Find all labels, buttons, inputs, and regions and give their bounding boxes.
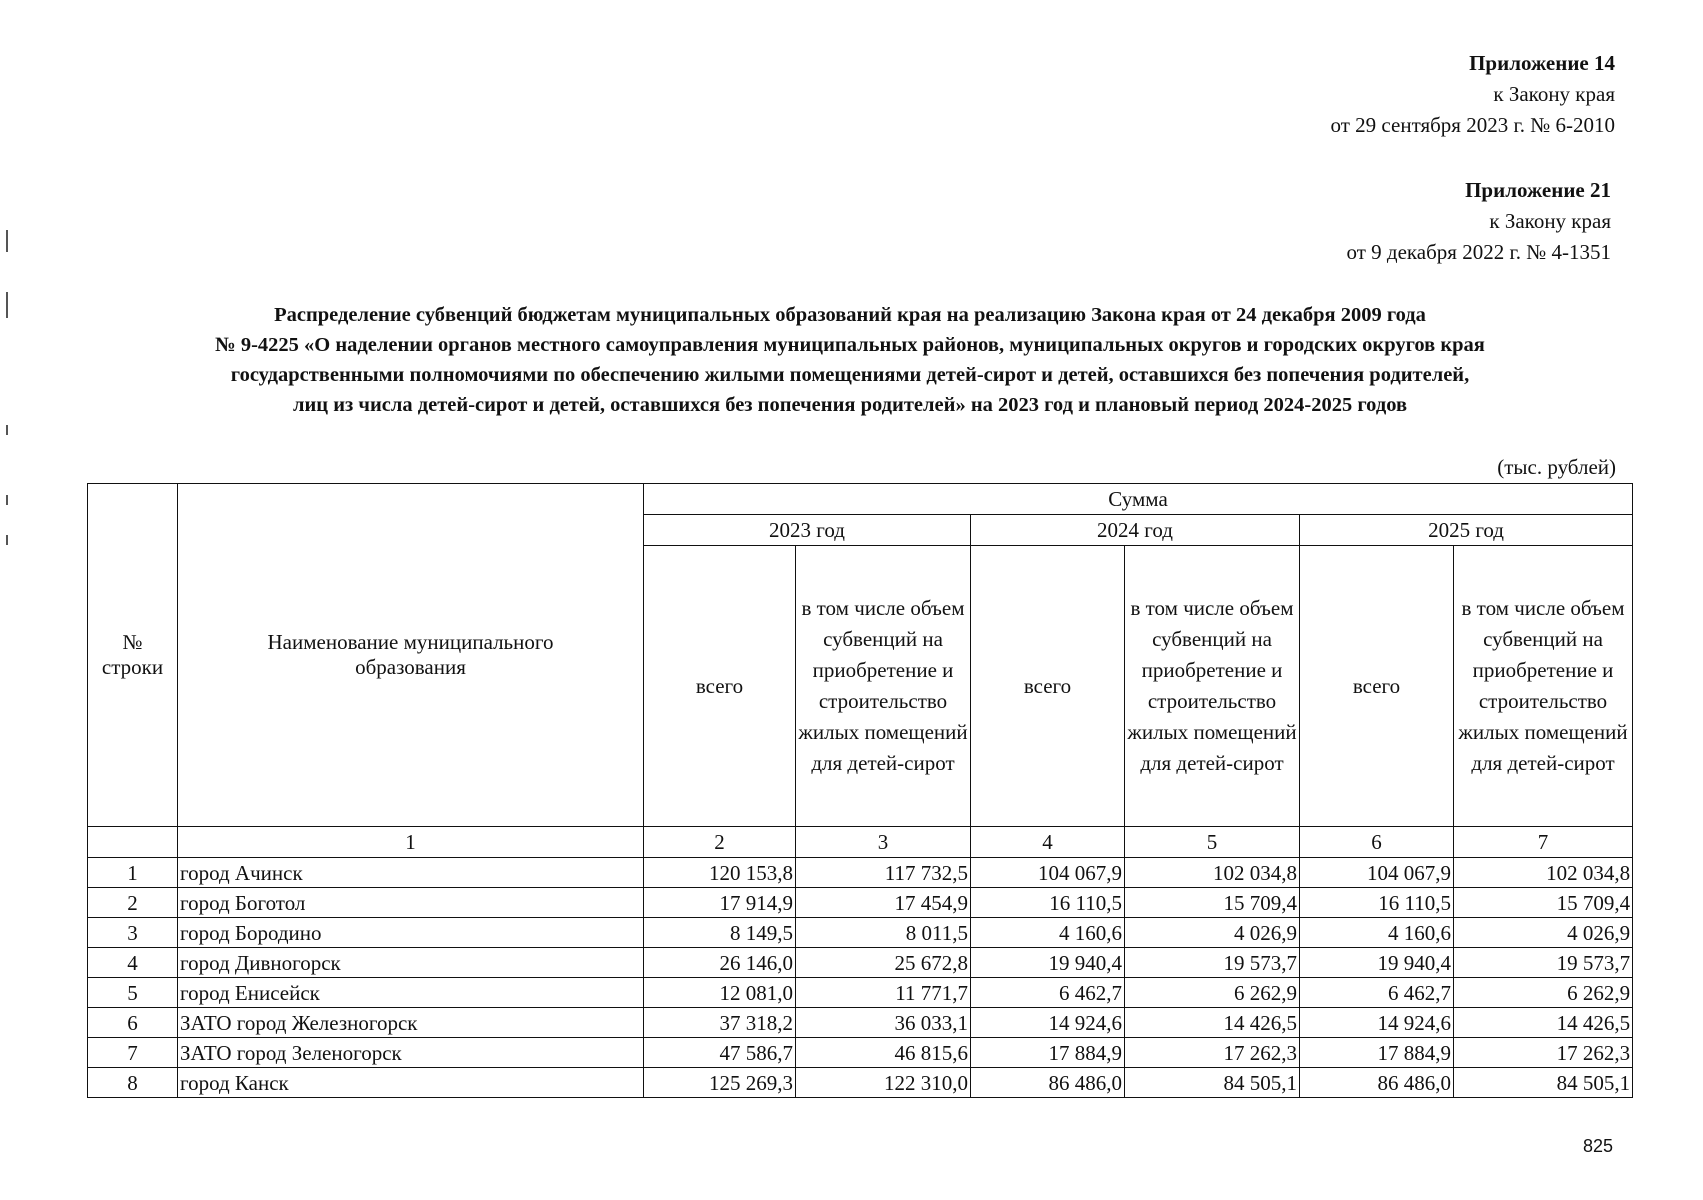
total-2023: 47 586,7 bbox=[644, 1038, 796, 1068]
title-line: Распределение субвенций бюджетам муниципальных образований края на реализацию Закона края от 24 декабря 2009 года bbox=[274, 304, 1426, 326]
scan-mark bbox=[6, 292, 8, 318]
row-number: 3 bbox=[88, 918, 178, 948]
total-2025: 16 110,5 bbox=[1300, 888, 1454, 918]
table-row bbox=[88, 858, 1633, 888]
header-including-2024: в том числе объем субвенций на приобретение и строительство жилых помещений для детей-сирот bbox=[1125, 546, 1300, 827]
municipality-name: ЗАТО город Зеленогорск bbox=[178, 1038, 644, 1068]
column-number bbox=[88, 827, 178, 858]
total-2025: 19 940,4 bbox=[1300, 948, 1454, 978]
total-2025: 6 462,7 bbox=[1300, 978, 1454, 1008]
row-number: 6 bbox=[88, 1008, 178, 1038]
municipality-name: город Бородино bbox=[178, 918, 644, 948]
header-year-2025: 2025 год bbox=[1300, 515, 1633, 546]
scan-mark bbox=[6, 230, 8, 252]
municipality-name: город Канск bbox=[178, 1068, 644, 1098]
header-total-2025: всего bbox=[1300, 546, 1454, 827]
including-2025: 102 034,8 bbox=[1454, 858, 1633, 888]
table-row bbox=[88, 948, 1633, 978]
row-number: 4 bbox=[88, 948, 178, 978]
including-2025: 19 573,7 bbox=[1454, 948, 1633, 978]
row-number: 1 bbox=[88, 858, 178, 888]
header-year-2023: 2023 год bbox=[644, 515, 971, 546]
header-row-no: № строки bbox=[88, 484, 178, 827]
table-row bbox=[88, 918, 1633, 948]
including-2023: 46 815,6 bbox=[796, 1038, 971, 1068]
appendix-21-header bbox=[1347, 175, 1611, 268]
header-name: Наименование муниципального образования bbox=[178, 484, 644, 827]
total-2024: 16 110,5 bbox=[971, 888, 1125, 918]
total-2024: 19 940,4 bbox=[971, 948, 1125, 978]
total-2023: 8 149,5 bbox=[644, 918, 796, 948]
table-body bbox=[88, 858, 1633, 1098]
including-2025: 84 505,1 bbox=[1454, 1068, 1633, 1098]
row-number: 5 bbox=[88, 978, 178, 1008]
total-2023: 26 146,0 bbox=[644, 948, 796, 978]
appendix-14-law: к Закону края bbox=[1493, 82, 1615, 106]
total-2023: 12 081,0 bbox=[644, 978, 796, 1008]
column-number: 6 bbox=[1300, 827, 1454, 858]
total-2025: 86 486,0 bbox=[1300, 1068, 1454, 1098]
municipality-name: город Боготол bbox=[178, 888, 644, 918]
total-2023: 125 269,3 bbox=[644, 1068, 796, 1098]
total-2024: 86 486,0 bbox=[971, 1068, 1125, 1098]
appendix-14-date: от 29 сентября 2023 г. № 6-2010 bbox=[1330, 113, 1615, 137]
including-2023: 36 033,1 bbox=[796, 1008, 971, 1038]
total-2023: 17 914,9 bbox=[644, 888, 796, 918]
row-number: 7 bbox=[88, 1038, 178, 1068]
appendix-14-header bbox=[1331, 48, 1615, 141]
including-2023: 8 011,5 bbox=[796, 918, 971, 948]
including-2024: 19 573,7 bbox=[1125, 948, 1300, 978]
header-year-2024: 2024 год bbox=[971, 515, 1300, 546]
including-2023: 17 454,9 bbox=[796, 888, 971, 918]
document-title bbox=[70, 300, 1630, 420]
total-2025: 4 160,6 bbox=[1300, 918, 1454, 948]
column-number: 1 bbox=[178, 827, 644, 858]
including-2023: 122 310,0 bbox=[796, 1068, 971, 1098]
total-2024: 14 924,6 bbox=[971, 1008, 1125, 1038]
header-sum: Сумма bbox=[644, 484, 1633, 515]
total-2024: 104 067,9 bbox=[971, 858, 1125, 888]
title-line: № 9-4225 «О наделении органов местного самоуправления муниципальных районов, муниципальных округов и городских округов края bbox=[215, 334, 1485, 356]
title-line: государственными полномочиями по обеспечению жилыми помещениями детей-сирот и детей, оставшихся без попечения родителей, bbox=[230, 364, 1470, 386]
header-total-2024: всего bbox=[971, 546, 1125, 827]
total-2024: 6 462,7 bbox=[971, 978, 1125, 1008]
including-2024: 102 034,8 bbox=[1125, 858, 1300, 888]
including-2024: 84 505,1 bbox=[1125, 1068, 1300, 1098]
including-2025: 14 426,5 bbox=[1454, 1008, 1633, 1038]
including-2023: 117 732,5 bbox=[796, 858, 971, 888]
title-line: лиц из числа детей-сирот и детей, оставшихся без попечения родителей» на 2023 год и плановый период 2024-2025 годов bbox=[292, 394, 1408, 416]
scan-mark bbox=[6, 425, 8, 435]
scan-mark bbox=[6, 495, 8, 505]
appendix-21-date: от 9 декабря 2022 г. № 4-1351 bbox=[1346, 240, 1611, 264]
header-total-2023: всего bbox=[644, 546, 796, 827]
row-number: 2 bbox=[88, 888, 178, 918]
scan-mark bbox=[6, 535, 8, 545]
column-number: 7 bbox=[1454, 827, 1633, 858]
column-number: 5 bbox=[1125, 827, 1300, 858]
total-2025: 14 924,6 bbox=[1300, 1008, 1454, 1038]
including-2025: 15 709,4 bbox=[1454, 888, 1633, 918]
header-including-2025: в том числе объем субвенций на приобретение и строительство жилых помещений для детей-сирот bbox=[1454, 546, 1633, 827]
appendix-21-law: к Закону края bbox=[1489, 209, 1611, 233]
appendix-14-title: Приложение 14 bbox=[1469, 51, 1615, 75]
including-2024: 14 426,5 bbox=[1125, 1008, 1300, 1038]
municipality-name: город Енисейск bbox=[178, 978, 644, 1008]
column-number: 4 bbox=[971, 827, 1125, 858]
total-2024: 4 160,6 bbox=[971, 918, 1125, 948]
including-2024: 6 262,9 bbox=[1125, 978, 1300, 1008]
table-row bbox=[88, 1008, 1633, 1038]
total-2023: 120 153,8 bbox=[644, 858, 796, 888]
total-2025: 17 884,9 bbox=[1300, 1038, 1454, 1068]
table-row bbox=[88, 1068, 1633, 1098]
column-number: 3 bbox=[796, 827, 971, 858]
total-2023: 37 318,2 bbox=[644, 1008, 796, 1038]
table-row bbox=[88, 1038, 1633, 1068]
table-row bbox=[88, 888, 1633, 918]
page-number: 825 bbox=[1582, 1136, 1613, 1156]
appendix-21-title: Приложение 21 bbox=[1465, 178, 1611, 202]
including-2024: 17 262,3 bbox=[1125, 1038, 1300, 1068]
including-2025: 17 262,3 bbox=[1454, 1038, 1633, 1068]
including-2025: 6 262,9 bbox=[1454, 978, 1633, 1008]
municipality-name: город Дивногорск bbox=[178, 948, 644, 978]
column-number: 2 bbox=[644, 827, 796, 858]
including-2023: 11 771,7 bbox=[796, 978, 971, 1008]
including-2023: 25 672,8 bbox=[796, 948, 971, 978]
total-2025: 104 067,9 bbox=[1300, 858, 1454, 888]
row-number: 8 bbox=[88, 1068, 178, 1098]
total-2024: 17 884,9 bbox=[971, 1038, 1125, 1068]
unit-label: (тыс. рублей) bbox=[1497, 455, 1616, 479]
subsidy-table bbox=[87, 483, 1633, 1098]
municipality-name: город Ачинск bbox=[178, 858, 644, 888]
header-including-2023: в том числе объем субвенций на приобретение и строительство жилых помещений для детей-сирот bbox=[796, 546, 971, 827]
municipality-name: ЗАТО город Железногорск bbox=[178, 1008, 644, 1038]
table-row bbox=[88, 978, 1633, 1008]
including-2024: 4 026,9 bbox=[1125, 918, 1300, 948]
including-2024: 15 709,4 bbox=[1125, 888, 1300, 918]
including-2025: 4 026,9 bbox=[1454, 918, 1633, 948]
